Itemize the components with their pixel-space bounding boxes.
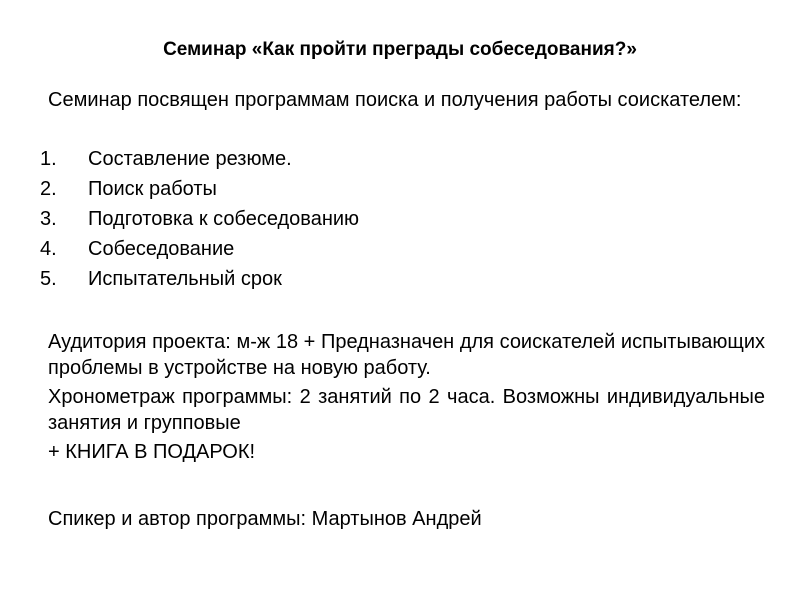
list-item bbox=[40, 144, 760, 174]
list-item bbox=[40, 174, 760, 204]
list-number: 3. bbox=[40, 208, 57, 230]
audience-paragraph: Аудитория проекта: м-ж 18 + Предназначен для соискателей испытывающих проблемы в устройстве на новую работу. bbox=[48, 331, 765, 379]
program-list bbox=[40, 144, 760, 294]
list-number: 5. bbox=[40, 268, 57, 290]
list-number: 1. bbox=[40, 148, 57, 170]
list-number: 2. bbox=[40, 178, 57, 200]
list-item bbox=[40, 234, 760, 264]
bonus-line: + КНИГА В ПОДАРОК! bbox=[48, 441, 256, 463]
duration-paragraph: Хронометраж программы: 2 занятий по 2 часа. Возможны индивидуальные занятия и групповые bbox=[48, 386, 765, 434]
slide-title: Семинар «Как пройти преграды собеседования?» bbox=[163, 39, 637, 60]
list-text: Испытательный срок bbox=[88, 268, 282, 290]
list-number: 4. bbox=[40, 238, 57, 260]
list-item bbox=[40, 204, 760, 234]
list-text: Поиск работы bbox=[88, 178, 217, 200]
list-text: Составление резюме. bbox=[88, 148, 292, 170]
speaker-line: Спикер и автор программы: Мартынов Андрей bbox=[48, 508, 482, 530]
list-text: Собеседование bbox=[88, 238, 235, 260]
intro-paragraph: Семинар посвящен программам поиска и получения работы соискателем: bbox=[48, 89, 742, 111]
list-item bbox=[40, 264, 760, 294]
list-text: Подготовка к собеседованию bbox=[88, 208, 360, 230]
